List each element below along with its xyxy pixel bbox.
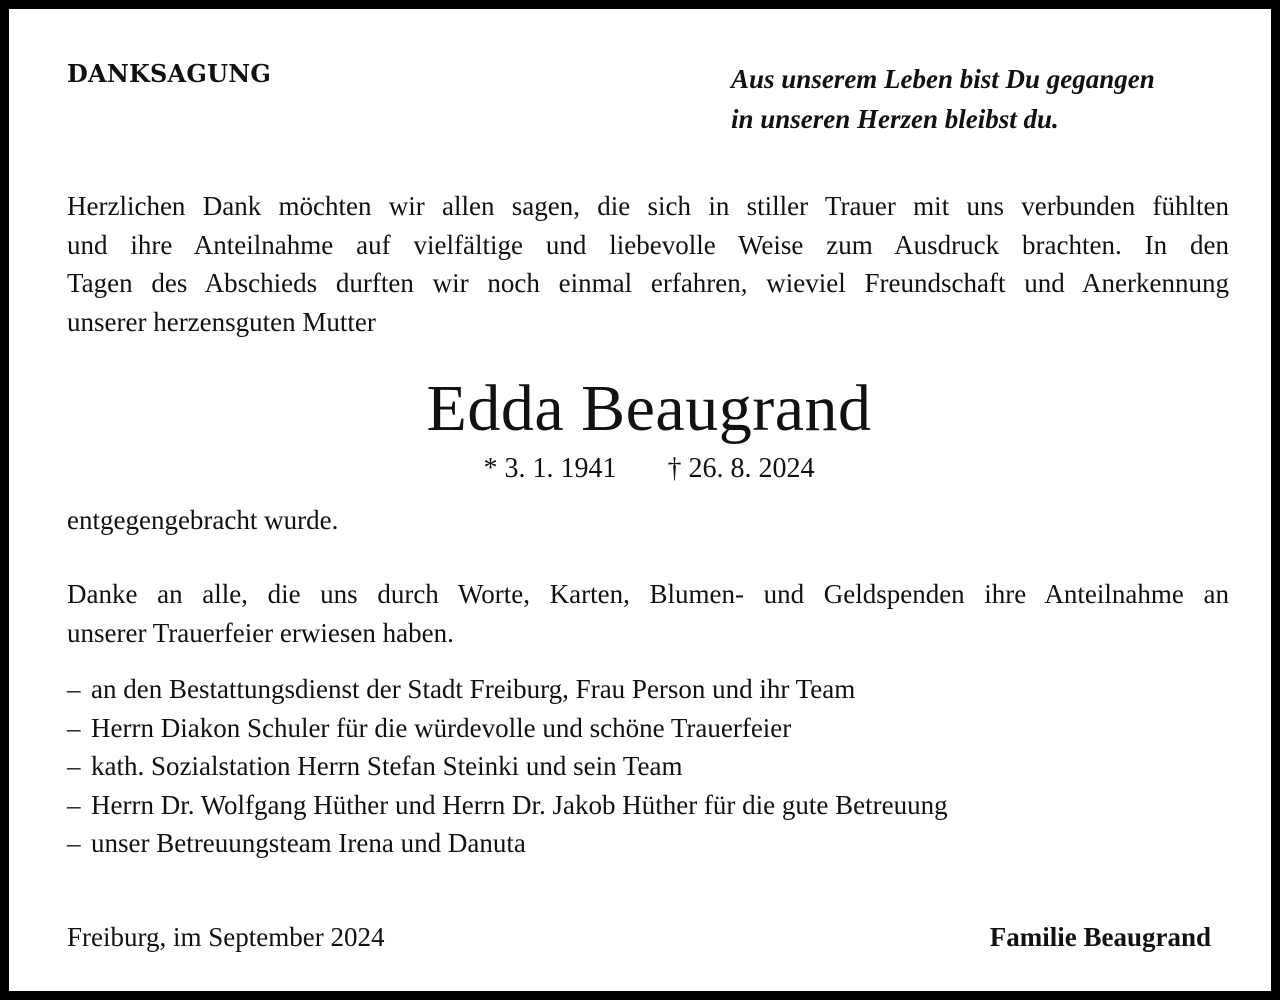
list-item: [67, 747, 948, 786]
list-item-text: kath. Sozialstation Herrn Stefan Steinki und sein Team: [91, 751, 683, 781]
list-item-text: unser Betreuungsteam Irena und Danuta: [91, 828, 526, 858]
list-dash: –: [67, 789, 81, 820]
motto-line: Aus unserem Leben bist Du gegangen: [731, 64, 1155, 94]
list-item-text: Herrn Dr. Wolfgang Hüther und Herrn Dr. Jakob Hüther für die gute Betreuung: [91, 789, 948, 820]
intro-line: und ihre Anteilnahme auf vielfältige und liebevolle Weise zum Ausdruck brachten. In den: [67, 229, 1229, 260]
list-item-text: Herrn Diakon Schuler für die würdevolle und schöne Trauerfeier: [91, 712, 792, 743]
intro-line: Herzlichen Dank möchten wir allen sagen, die sich in stiller Trauer mit uns verbunden fühlten: [67, 191, 1229, 221]
list-item-text: an den Bestattungsdienst der Stadt Freiburg, Frau Person und ihr Team: [91, 674, 856, 704]
list-item: [67, 670, 948, 709]
death-date: † 26. 8. 2024: [667, 453, 815, 484]
thanks-line: unserer Trauerfeier erwiesen haben.: [67, 617, 454, 648]
thanks-paragraph: [67, 575, 1229, 652]
place-and-date: Freiburg, im September 2024: [67, 922, 385, 952]
deceased-name: Edda Beaugrand: [426, 372, 872, 445]
motto-line: in unseren Herzen bleibst du.: [731, 104, 1059, 134]
thanks-line: Danke an alle, die uns durch Worte, Karten, Blumen- und Geldspenden ihre Anteilnahme an: [67, 579, 1229, 609]
list-item: [67, 824, 948, 863]
thanks-list: [67, 670, 948, 863]
list-item: [67, 709, 948, 748]
family-signature: Familie Beaugrand: [989, 922, 1211, 952]
list-dash: –: [67, 751, 81, 781]
motto-verse: [671, 59, 1211, 139]
life-dates: [9, 451, 1280, 487]
list-item: [67, 786, 948, 825]
list-dash: –: [67, 674, 81, 704]
intro-line: Tagen des Abschieds durften wir noch einmal erfahren, wieviel Freundschaft und Anerkennung: [67, 268, 1229, 298]
intro-line: unserer herzensguten Mutter: [67, 306, 376, 337]
birth-date: * 3. 1. 1941: [483, 453, 617, 484]
list-dash: –: [67, 712, 81, 743]
list-dash: –: [67, 828, 81, 858]
closing-phrase: entgegengebracht wurde.: [67, 505, 339, 535]
intro-paragraph: [67, 187, 1229, 341]
heading-danksagung: DANKSAGUNG: [67, 59, 272, 88]
